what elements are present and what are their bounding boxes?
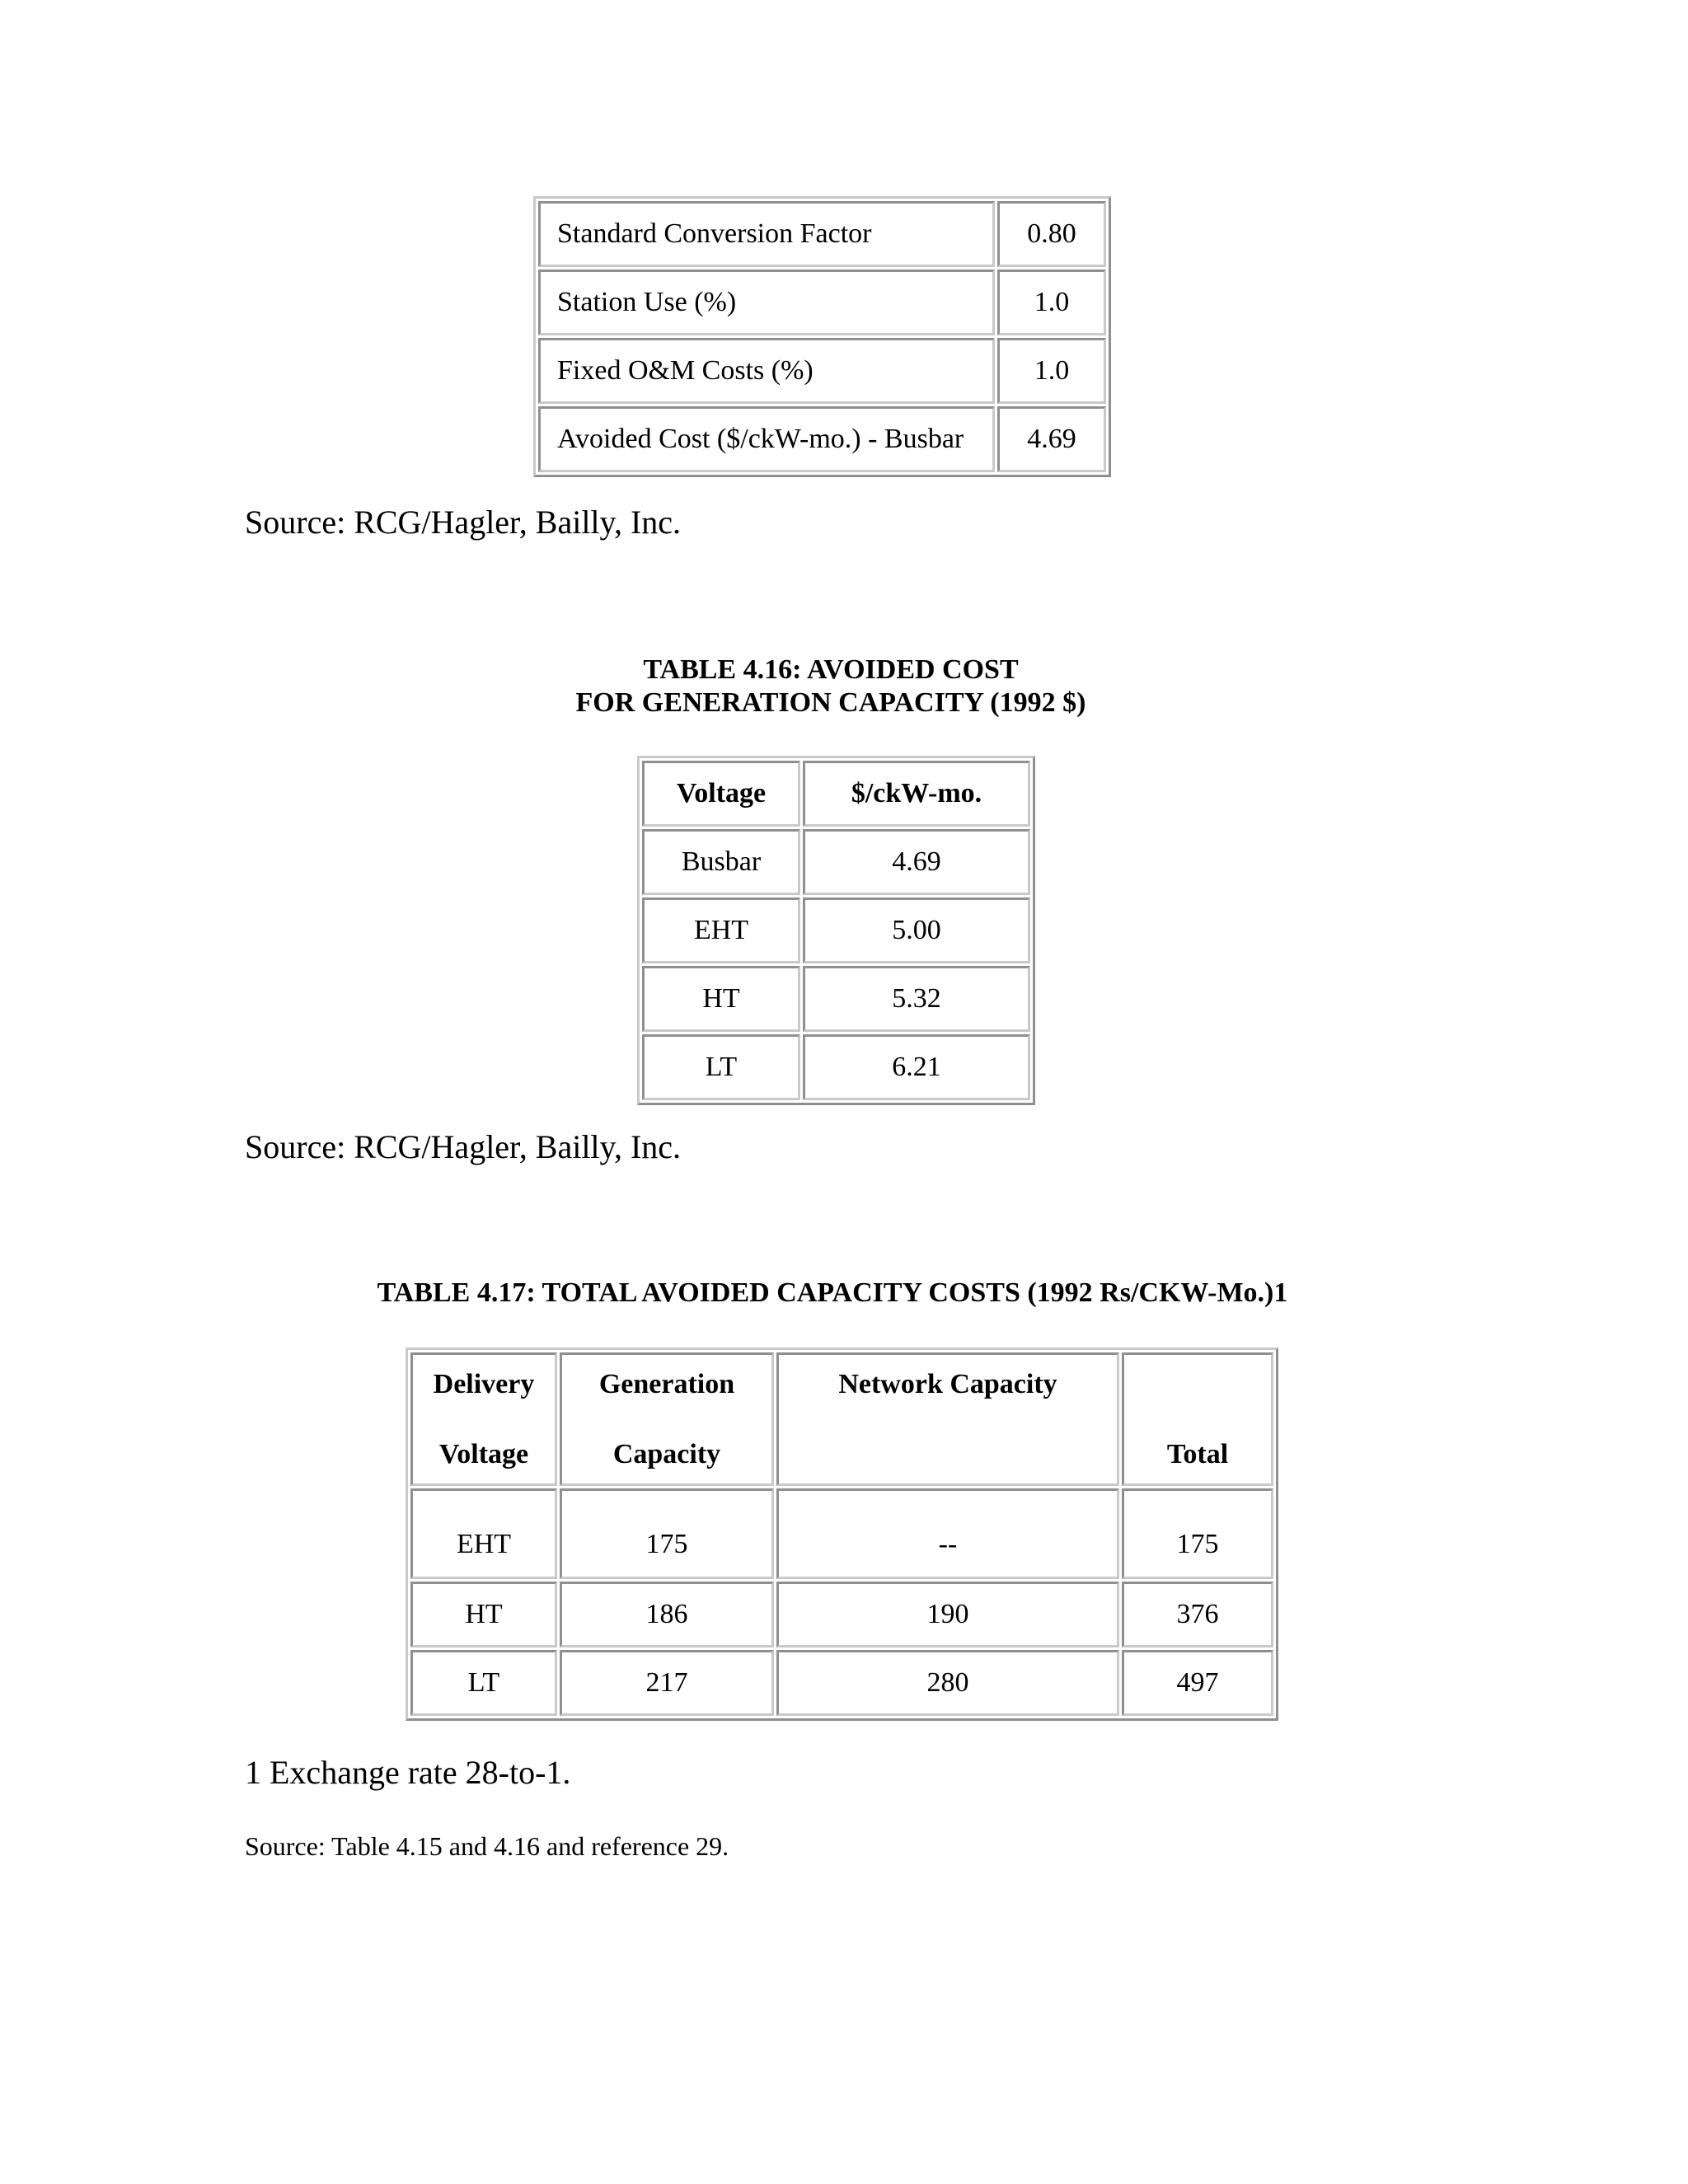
table-row [410, 1582, 1273, 1647]
table-row [642, 1034, 1030, 1100]
table-cell: 5.00 [803, 898, 1030, 963]
table-cell: 5.32 [803, 966, 1030, 1032]
table-row [642, 966, 1030, 1032]
header-line: Capacity [612, 1438, 721, 1469]
table-cell-label: Avoided Cost ($/ckW-mo.) - Busbar [538, 406, 995, 472]
table-cell: EHT [410, 1488, 557, 1579]
table-cell: 186 [560, 1582, 774, 1647]
column-header: $/ckW-mo. [803, 761, 1030, 827]
table-caption [514, 654, 1147, 719]
column-header [1122, 1352, 1273, 1486]
table-cell: 4.69 [803, 829, 1030, 895]
table-cell: 497 [1122, 1650, 1273, 1716]
total-avoided-capacity-costs-table [406, 1347, 1278, 1721]
table-row [538, 338, 1106, 404]
header-stack [562, 1368, 771, 1470]
header-stack [1124, 1368, 1271, 1470]
table-row [642, 898, 1030, 963]
source-note: Source: Table 4.15 and 4.16 and reference 29. [245, 1831, 729, 1861]
caption-line: FOR GENERATION CAPACITY (1992 $) [575, 687, 1086, 718]
footnote: 1 Exchange rate 28-to-1. [245, 1754, 571, 1791]
source-note: Source: RCG/Hagler, Bailly, Inc. [245, 504, 682, 541]
table-cell: 175 [560, 1488, 774, 1579]
table-cell-label: Standard Conversion Factor [538, 201, 995, 267]
header-line: Generation [598, 1369, 735, 1399]
table-row [410, 1650, 1273, 1716]
table-cell: 280 [776, 1650, 1119, 1716]
table-cell: 376 [1122, 1582, 1273, 1647]
header-line: Total [1166, 1438, 1229, 1469]
source-note: Source: RCG/Hagler, Bailly, Inc. [245, 1128, 682, 1165]
header-line: Network Capacity [838, 1369, 1057, 1399]
table-cell-value: 4.69 [997, 406, 1106, 472]
column-header: Voltage [642, 761, 800, 827]
column-header [776, 1352, 1119, 1486]
table-header-row [410, 1352, 1273, 1486]
table-cell: LT [410, 1650, 557, 1716]
table-cell: 190 [776, 1582, 1119, 1647]
table-row [410, 1488, 1273, 1579]
avoided-cost-generation-table [637, 756, 1035, 1105]
caption-line: TABLE 4.16: AVOIDED COST [643, 654, 1019, 685]
table-cell: -- [776, 1488, 1119, 1579]
table-row [642, 829, 1030, 895]
column-header [560, 1352, 774, 1486]
table-cell-value: 1.0 [997, 338, 1106, 404]
header-line: Delivery [433, 1369, 535, 1399]
table-cell-value: 1.0 [997, 269, 1106, 335]
table-header-row [642, 761, 1030, 827]
table-row [538, 406, 1106, 472]
header-stack [413, 1368, 555, 1470]
table-row [538, 201, 1106, 267]
table-cell-label: Fixed O&M Costs (%) [538, 338, 995, 404]
header-line: Voltage [438, 1438, 529, 1469]
table-cell: LT [642, 1034, 800, 1100]
table-cell: 175 [1122, 1488, 1273, 1579]
table-caption: TABLE 4.17: TOTAL AVOIDED CAPACITY COSTS (1992 Rs/CKW-Mo.)1 [377, 1277, 1288, 1308]
column-header [410, 1352, 557, 1486]
table-cell: 6.21 [803, 1034, 1030, 1100]
table-cell: HT [642, 966, 800, 1032]
table-cell: HT [410, 1582, 557, 1647]
conversion-factors-table [533, 196, 1111, 477]
table-cell: Busbar [642, 829, 800, 895]
table-cell: 217 [560, 1650, 774, 1716]
table-cell: EHT [642, 898, 800, 963]
table-row [538, 269, 1106, 335]
table-cell-label: Station Use (%) [538, 269, 995, 335]
header-stack [779, 1368, 1117, 1470]
table-cell-value: 0.80 [997, 201, 1106, 267]
